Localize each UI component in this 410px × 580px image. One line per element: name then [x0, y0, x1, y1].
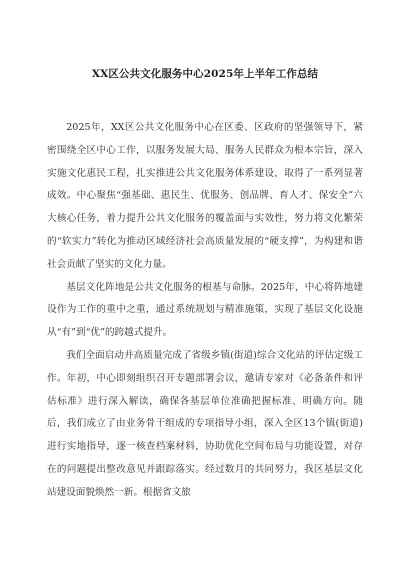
document-body [47, 117, 363, 505]
paragraph-grassroots: 基层文化阵地是公共文化服务的根基与命脉。2025年，中心将阵地建设作为工作的重中之重，通过系统规划与精准施策，实现了基层文化设施从“有”到“优”的跨越式提升。 [47, 281, 363, 339]
document-title: XX区公共文化服务中心2025年上半年工作总结 [91, 68, 319, 80]
paragraph-evaluation: 我们全面启动并高质量完成了省级乡镇(街道)综合文化站的评估定级工作。年初，中心即刻组织召开专题部署会议，邀请专家对《必备条件和评估标准》进行深入解读，确保各基层单位准确把握标准、明确方向。随后，我们成立了由业务骨干组成的专项指导小组，深入全区13个镇(街道)进行实地指导，逐一核查档案材料，协助优化空间布局与功能设置，对存在的问题提出整改意见并跟踪落实。经过数月的共同努力，我区基层文化站建设面貌焕然一新。根据省文旅 [47, 349, 363, 498]
paragraph-intro: 2025年，XX区公共文化服务中心在区委、区政府的坚强领导下，紧密围绕全区中心工作，以服务发展大局、服务人民群众为根本宗旨，深入实施文化惠民工程，扎实推进公共文化服务体系建设，取得了一系列显著成效。中心聚焦“强基础、惠民生、优服务、创品牌、育人才、保安全”六大核心任务，着力提升公共文化服务的覆盖面与实效性，努力将文化繁荣的“软实力”转化为推动区域经济社会高质量发展的“硬支撑”，为构建和谐社会贡献了坚实的文化力量。 [47, 122, 363, 270]
